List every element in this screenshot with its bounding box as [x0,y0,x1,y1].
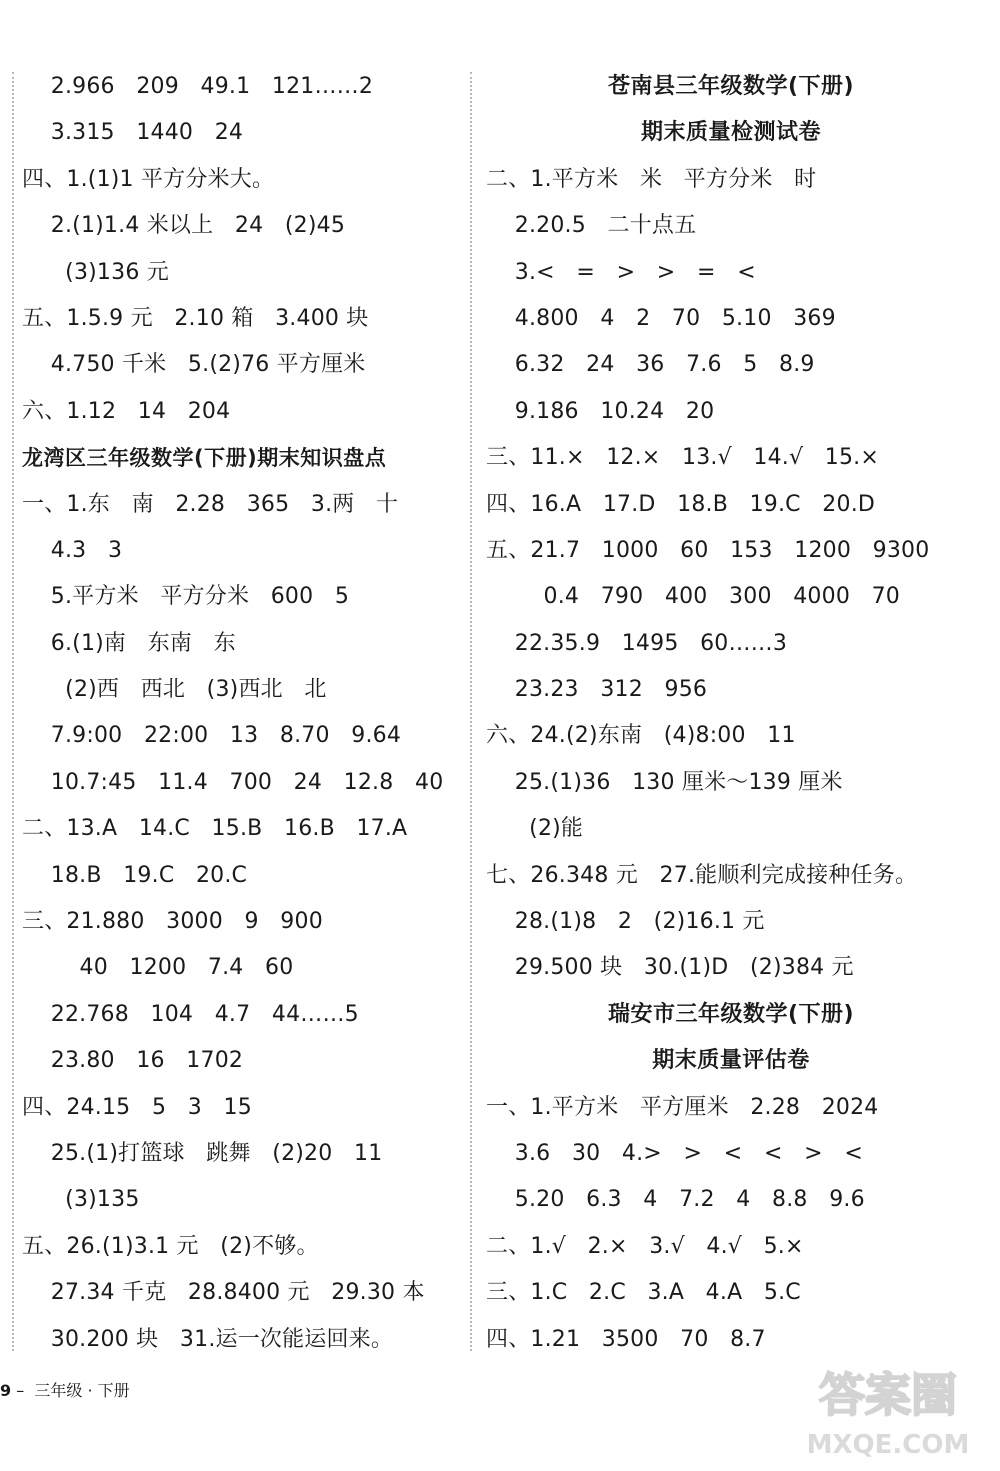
left-answer-line: 2.966 209 49.1 121……2 [22,74,374,99]
right-answer-line: 3.6 30 4.> > < < > < [486,1140,864,1166]
left-answer-line: 5.平方米 平方分米 600 5 [22,584,350,610]
right-answer-line: 三、11.× 12.× 13.√ 14.√ 15.× [486,445,879,471]
column-divider [470,72,472,1351]
watermark-url: MXQE.COM [806,1430,970,1460]
left-answer-line: 30.200 块 31.运一次能运回来。 [22,1326,394,1352]
page-number: 9 [0,1381,12,1400]
right-answer-line: 23.23 312 956 [486,677,708,703]
right-section-heading: 瑞安市三年级数学(下册) [607,1001,855,1027]
right-answer-line: 一、1.平方米 平方厘米 2.28 2024 [486,1094,879,1120]
right-answer-line: 3.< = > > = < [486,259,756,285]
right-answer-line: 6.32 24 36 7.6 5 8.9 [486,352,815,378]
right-answer-line: 25.(1)36 130 厘米～139 厘米 [486,769,843,795]
left-answer-line: (2)西 西北 (3)西北 北 [22,677,327,703]
left-answer-line: 40 1200 7.4 60 [22,955,294,981]
left-answer-line: 23.80 16 1702 [22,1048,244,1074]
right-answer-line: 2.20.5 二十点五 [486,213,697,239]
left-answer-line: 4.750 千米 5.(2)76 平方厘米 [22,352,366,378]
right-answer-line: 22.35.9 1495 60……3 [486,630,788,656]
watermark-logo [788,1353,988,1463]
left-answer-line: 18.B 19.C 20.C [22,862,248,888]
right-section-heading: 期末质量评估卷 [652,1048,810,1074]
right-answer-line: 二、1.√ 2.× 3.√ 4.√ 5.× [486,1233,804,1259]
left-column [22,64,460,1363]
left-answer-line: 10.7:45 11.4 700 24 12.8 40 [22,769,444,795]
left-answer-line: 2.(1)1.4 米以上 24 (2)45 [22,213,346,239]
footer-dash: – [11,1381,35,1400]
left-answer-line: 25.(1)打篮球 跳舞 (2)20 11 [22,1140,383,1166]
right-answer-line: 5.20 6.3 4 7.2 4 8.8 9.6 [486,1187,865,1213]
right-answer-line: 28.(1)8 2 (2)16.1 元 [486,909,765,935]
left-answer-line: 27.34 千克 28.8400 元 29.30 本 [22,1280,425,1306]
right-section-heading: 苍南县三年级数学(下册) [607,74,855,99]
left-section-heading: 龙湾区三年级数学(下册)期末知识盘点 [22,446,387,471]
left-answer-line: 四、24.15 5 3 15 [22,1094,252,1120]
left-answer-line: 五、1.5.9 元 2.10 箱 3.400 块 [22,305,369,331]
left-answer-line: (3)136 元 [22,259,169,285]
right-answer-line: 七、26.348 元 27.能顺利完成接种任务。 [486,862,918,888]
footer-label: 三年级 · 下册 [34,1381,130,1400]
left-answer-line: 一、1.东 南 2.28 365 3.两 十 [22,491,399,517]
right-answer-line: 9.186 10.24 20 [486,398,715,424]
right-answer-line: 四、16.A 17.D 18.B 19.C 20.D [486,491,876,517]
right-answer-line: 六、24.(2)东南 (4)8:00 11 [486,723,796,749]
right-answer-line: 五、21.7 1000 60 153 1200 9300 [486,537,930,563]
right-column [486,64,976,1363]
left-answer-line: 6.(1)南 东南 东 [22,630,236,656]
left-answer-line: 4.3 3 [22,537,123,563]
right-answer-line: 29.500 块 30.(1)D (2)384 元 [486,955,854,981]
left-answer-line: 二、13.A 14.C 15.B 16.B 17.A [22,816,408,842]
page-footer [0,1376,130,1406]
left-answer-line: 三、21.880 3000 9 900 [22,909,323,935]
left-answer-line: 7.9:00 22:00 13 8.70 9.64 [22,723,402,749]
right-answer-line: 4.800 4 2 70 5.10 369 [486,305,836,331]
right-answer-line: 四、1.21 3500 70 8.7 [486,1326,766,1352]
left-answer-line: 四、1.(1)1 平方分米大。 [22,166,275,192]
left-answer-line: 3.315 1440 24 [22,120,244,146]
right-section-heading: 期末质量检测试卷 [640,120,821,146]
left-margin-rule [12,72,14,1351]
left-answer-line: 六、1.12 14 204 [22,398,231,424]
right-answer-line: 0.4 790 400 300 4000 70 [486,584,900,610]
watermark-title: 答案圈 [819,1368,957,1422]
right-answer-line: 三、1.C 2.C 3.A 4.A 5.C [486,1280,801,1306]
right-answer-line: 二、1.平方米 米 平方分米 时 [486,166,817,192]
right-answer-line: (2)能 [486,816,584,842]
left-answer-line: 22.768 104 4.7 44……5 [22,1001,359,1027]
left-answer-line: (3)135 [22,1187,140,1213]
left-answer-line: 五、26.(1)3.1 元 (2)不够。 [22,1233,319,1259]
